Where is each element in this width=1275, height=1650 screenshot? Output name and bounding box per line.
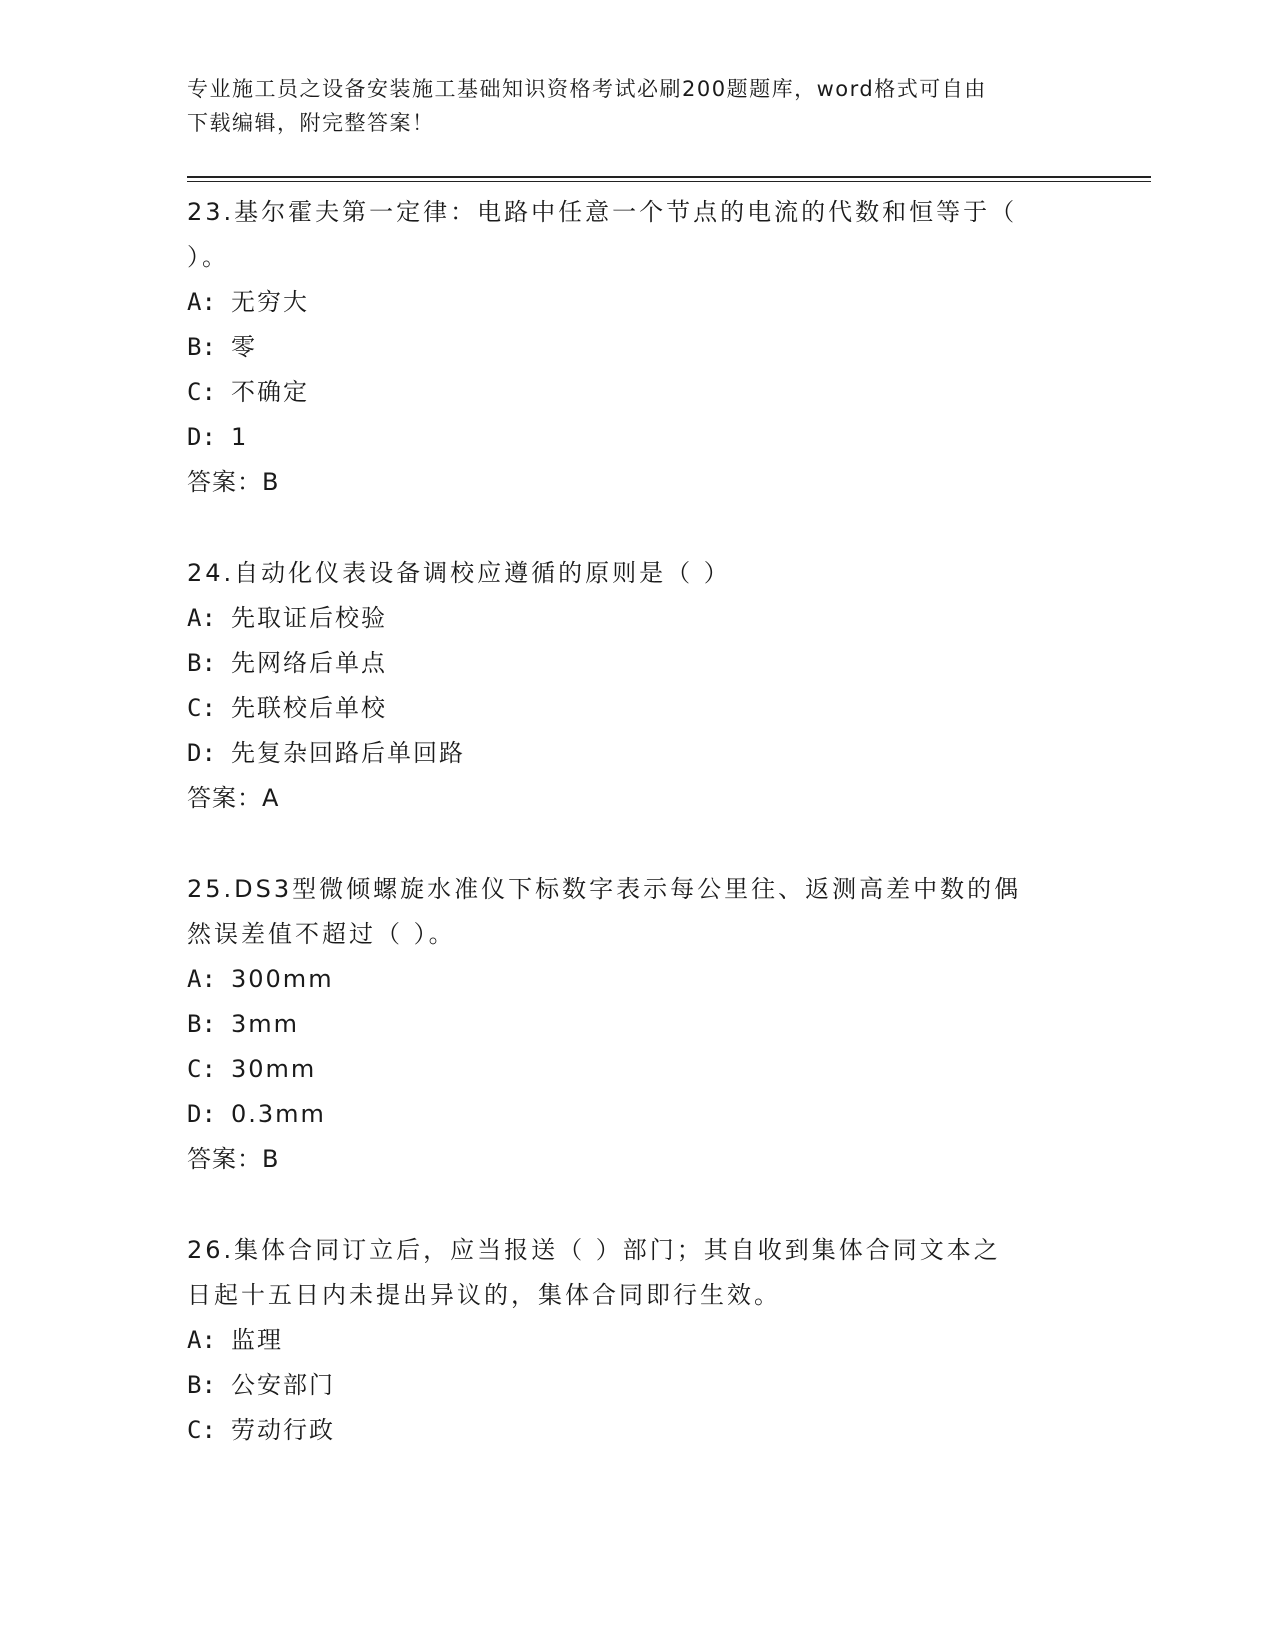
- option-a: [187, 957, 1067, 1002]
- question-stem: [187, 1228, 1067, 1318]
- question-26: [187, 1228, 1067, 1453]
- option-b: [187, 1002, 1067, 1047]
- option-letter: B:: [187, 1371, 216, 1399]
- question-25: [187, 867, 1067, 1182]
- option-text: 先网络后单点: [231, 649, 387, 677]
- header-divider-thick: [187, 176, 1151, 178]
- header-divider-thin: [187, 181, 1151, 182]
- question-stem: [187, 551, 1067, 596]
- option-text: 1: [231, 423, 249, 451]
- option-letter: A:: [187, 1326, 216, 1354]
- option-c: [187, 370, 1067, 415]
- option-text: 先复杂回路后单回路: [231, 739, 465, 767]
- question-23: [187, 190, 1067, 505]
- option-text: 无穷大: [231, 288, 309, 316]
- option-letter: B:: [187, 333, 216, 361]
- option-c: [187, 1408, 1067, 1453]
- option-text: 公安部门: [231, 1371, 335, 1399]
- answer-line: 答案：B: [187, 1145, 280, 1173]
- option-text: 30mm: [231, 1055, 317, 1083]
- question-24: [187, 551, 1067, 821]
- option-text: 3mm: [231, 1010, 300, 1038]
- question-stem-line-2: 日起十五日内未提出异议的，集体合同即行生效。: [187, 1281, 781, 1309]
- option-letter: C:: [187, 378, 216, 406]
- question-stem-line-1: 23.基尔霍夫第一定律：电路中任意一个节点的电流的代数和恒等于（: [187, 198, 1018, 226]
- question-stem-line-1: 25.DS3型微倾螺旋水准仪下标数字表示每公里往、返测高差中数的偶: [187, 875, 1022, 903]
- document-header: [187, 72, 1067, 140]
- question-stem-line-1: 26.集体合同订立后，应当报送（ ）部门；其自收到集体合同文本之: [187, 1236, 1001, 1264]
- option-d: [187, 415, 1067, 460]
- option-letter: A:: [187, 604, 216, 632]
- option-b: [187, 1363, 1067, 1408]
- option-letter: C:: [187, 1055, 216, 1083]
- question-stem-line-2: 然误差值不超过（ ）。: [187, 920, 456, 948]
- option-c: [187, 686, 1067, 731]
- option-d: [187, 731, 1067, 776]
- answer-line: 答案：B: [187, 468, 280, 496]
- header-line-1: 专业施工员之设备安装施工基础知识资格考试必刷200题题库，word格式可自由: [187, 77, 987, 101]
- question-list: [187, 188, 1067, 1499]
- option-text: 劳动行政: [231, 1416, 335, 1444]
- option-text: 300mm: [231, 965, 334, 993]
- option-letter: B:: [187, 1010, 216, 1038]
- option-letter: A:: [187, 288, 216, 316]
- option-text: 监理: [231, 1326, 283, 1354]
- question-stem: [187, 190, 1067, 280]
- option-a: [187, 596, 1067, 641]
- option-letter: D:: [187, 1100, 216, 1128]
- option-d: [187, 1092, 1067, 1137]
- option-text: 先取证后校验: [231, 604, 387, 632]
- option-b: [187, 325, 1067, 370]
- answer-line: 答案：A: [187, 784, 280, 812]
- question-stem-line-2: ）。: [187, 243, 229, 271]
- question-stem-line-1: 24.自动化仪表设备调校应遵循的原则是（ ）: [187, 559, 731, 587]
- option-letter: B:: [187, 649, 216, 677]
- option-text: 0.3mm: [231, 1100, 326, 1128]
- option-a: [187, 280, 1067, 325]
- option-letter: C:: [187, 694, 216, 722]
- option-text: 先联校后单校: [231, 694, 387, 722]
- option-text: 零: [231, 333, 257, 361]
- option-c: [187, 1047, 1067, 1092]
- option-letter: D:: [187, 423, 216, 451]
- option-a: [187, 1318, 1067, 1363]
- option-text: 不确定: [231, 378, 309, 406]
- option-letter: A:: [187, 965, 216, 993]
- option-letter: C:: [187, 1416, 216, 1444]
- option-b: [187, 641, 1067, 686]
- option-letter: D:: [187, 739, 216, 767]
- header-line-2: 下载编辑，附完整答案！: [187, 111, 435, 135]
- question-stem: [187, 867, 1067, 957]
